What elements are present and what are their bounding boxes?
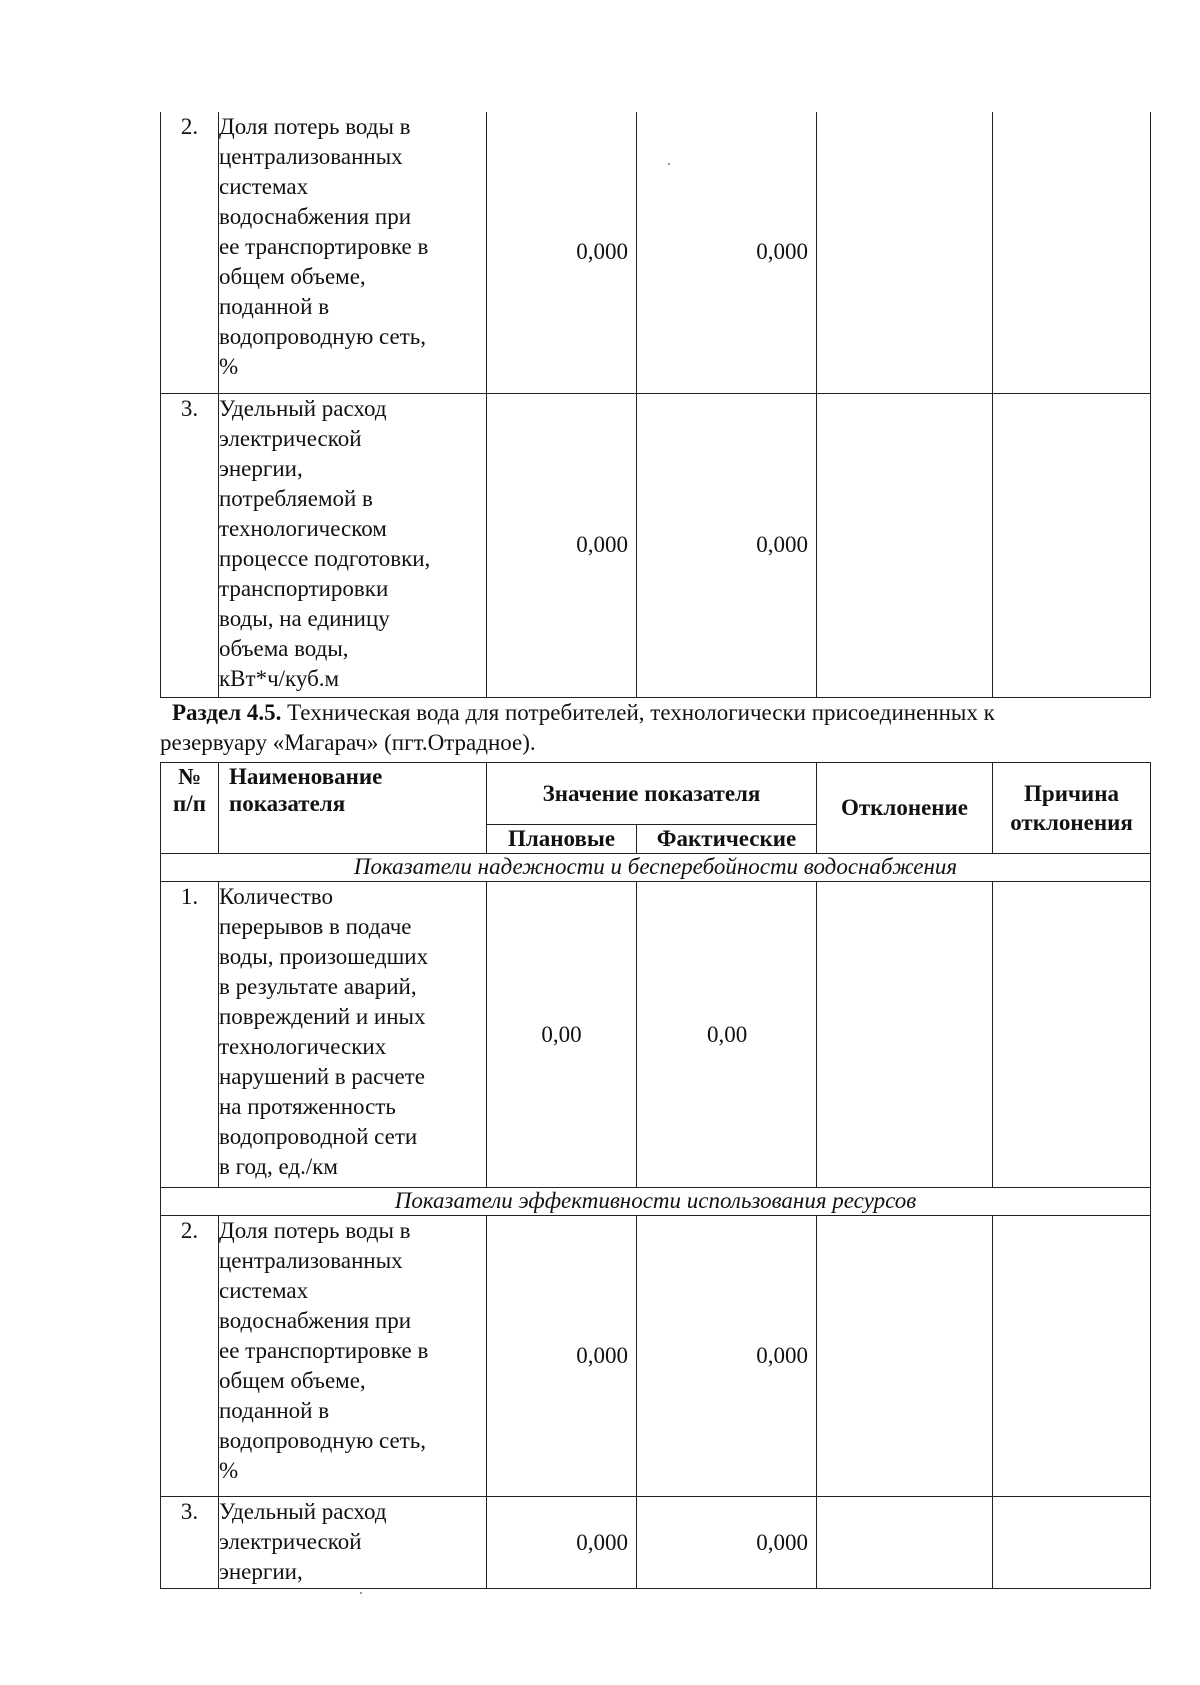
table-row [161,1216,1151,1497]
header-number-line: № [177,764,202,789]
header-planned: Плановые [487,825,637,854]
reason-cell [993,112,1151,393]
name-line: централизованных [219,144,403,169]
scan-speck [668,163,670,165]
planned-value: 0,00 [487,882,637,1188]
name-line: электрической [219,1529,362,1554]
table-row [161,393,1151,697]
name-line: воды, на единицу [219,605,390,631]
row-number: 3. [161,1497,219,1589]
actual-value: 0,000 [637,393,817,697]
table-row [161,882,1151,1188]
section-heading-line-1 [172,698,1152,728]
header-actual: Фактические [637,825,817,854]
category-efficiency: Показатели эффективности использования ресурсов [161,1188,1151,1216]
indicator-name [219,393,487,697]
row-number: 3. [161,393,219,697]
indicators-table [160,762,1151,1589]
name-line: общем объеме, [219,1368,366,1393]
name-line: потребляемой в [219,485,373,511]
name-line: ее транспортировке в [219,1338,429,1363]
scan-speck [360,1592,362,1594]
row-number: 2. [161,112,219,393]
reason-cell [993,1497,1151,1589]
header-deviation: Отклонение [817,763,993,854]
header-number-line: п/п [173,791,206,816]
reason-cell [993,1216,1151,1497]
deviation-cell [817,882,993,1188]
name-line: водопроводной сети [219,1124,418,1149]
indicator-name [219,1216,487,1497]
name-line: ее транспортировке в [219,234,429,259]
name-line: перерывов в подаче [219,914,412,939]
deviation-cell [817,112,993,393]
name-line: на протяженность [219,1094,396,1119]
name-line: водоснабжения при [219,204,412,229]
name-line: в год, ед./км [219,1154,338,1179]
name-line: водоснабжения при [219,1308,412,1333]
actual-value: 0,000 [637,1497,817,1589]
header-reason-line: Причина [1024,781,1119,806]
name-line: % [219,1458,239,1483]
name-line: воды, произошедших [219,944,429,969]
section-title: Техническая вода для потребителей, технологически присоединенных к [287,700,995,725]
deviation-cell [817,1497,993,1589]
header-value: Значение показателя [487,763,817,825]
name-line: поданной в [219,1398,330,1423]
category-reliability: Показатели надежности и бесперебойности водоснабжения [161,854,1151,882]
name-line: кВт*ч/куб.м [219,665,340,691]
name-line: процессе подготовки, [219,545,431,571]
name-line: энергии, [219,455,303,481]
name-line: повреждений и иных [219,1004,426,1029]
header-row [161,763,1151,825]
name-line: электрической [219,425,362,451]
name-line: Доля потерь воды в [219,114,411,139]
actual-value: 0,000 [637,1216,817,1497]
name-line: Удельный расход [219,1499,387,1524]
deviation-cell [817,393,993,697]
section-heading [160,698,1152,758]
actual-value: 0,000 [637,112,817,393]
name-line: водопроводную сеть, [219,324,427,349]
indicator-name [219,1497,487,1589]
name-line: поданной в [219,294,330,319]
planned-value: 0,000 [487,1497,637,1589]
name-line: общем объеме, [219,264,366,289]
table-row [161,112,1151,393]
name-line: Количество [219,884,333,909]
planned-value: 0,000 [487,393,637,697]
deviation-cell [817,1216,993,1497]
header-name-line: Наименование [229,764,383,789]
name-line: нарушений в расчете [219,1064,425,1089]
reason-cell [993,393,1151,697]
name-line: объема воды, [219,635,349,661]
section-label: Раздел 4.5. [172,700,282,725]
indicator-name [219,882,487,1188]
header-name [219,763,487,854]
name-line: водопроводную сеть, [219,1428,427,1453]
planned-value: 0,000 [487,1216,637,1497]
continued-indicators-table [160,112,1151,698]
header-reason [993,763,1151,854]
category-row [161,854,1151,882]
name-line: Доля потерь воды в [219,1218,411,1243]
name-line: системах [219,1278,309,1303]
row-number: 1. [161,882,219,1188]
actual-value: 0,00 [637,882,817,1188]
name-line: энергии, [219,1559,303,1584]
indicator-name [219,112,487,393]
row-number: 2. [161,1216,219,1497]
header-reason-line: отклонения [1010,810,1133,835]
name-line: % [219,354,239,379]
name-line: Удельный расход [219,395,387,421]
reason-cell [993,882,1151,1188]
header-number [161,763,219,854]
name-line: транспортировки [219,575,389,601]
planned-value: 0,000 [487,112,637,393]
table-row [161,1497,1151,1589]
name-line: технологическом [219,515,387,541]
name-line: технологических [219,1034,387,1059]
header-name-line: показателя [229,791,346,816]
name-line: системах [219,174,309,199]
section-heading-line-2: резервуару «Магарач» (пгт.Отрадное). [160,730,536,755]
name-line: в результате аварий, [219,974,417,999]
category-row [161,1188,1151,1216]
name-line: централизованных [219,1248,403,1273]
